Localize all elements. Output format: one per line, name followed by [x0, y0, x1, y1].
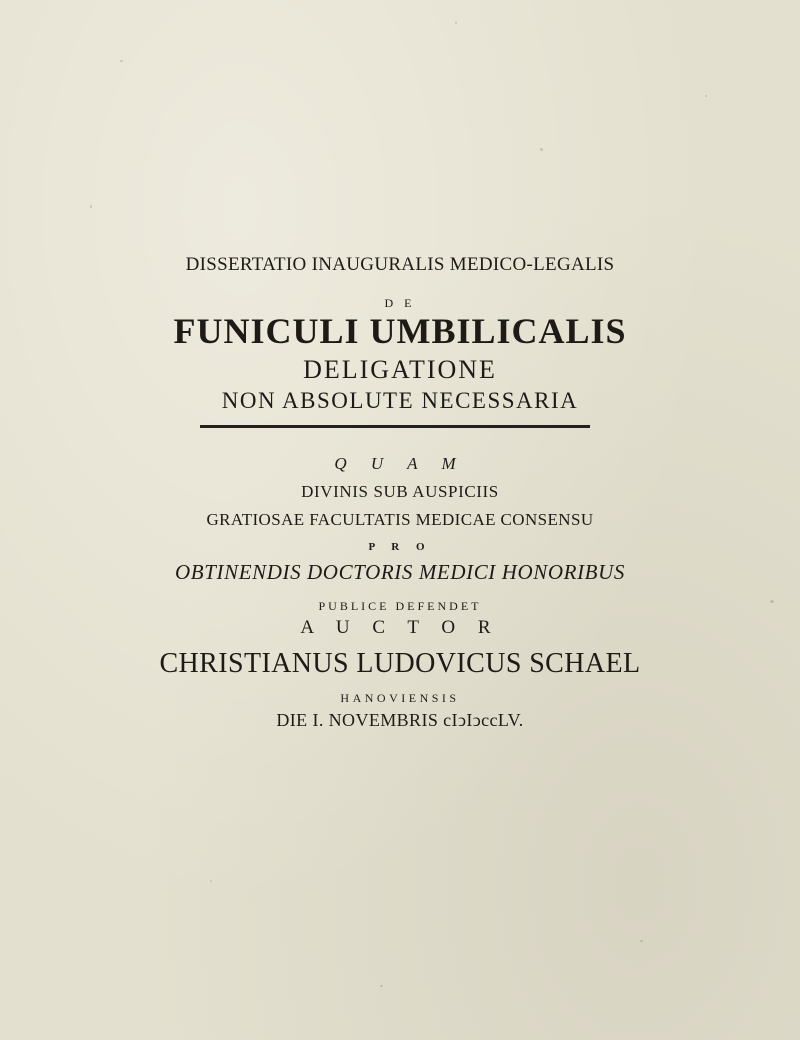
- main-title: FUNICULI UMBILICALIS: [173, 311, 627, 351]
- pro-line: P R O: [368, 541, 432, 553]
- subtitle-deligatione: DELIGATIONE: [303, 355, 497, 384]
- doctoral-honors-line: OBTINENDIS DOCTORIS MEDICI HONORIBUS: [175, 560, 625, 584]
- preposition-de: D E: [384, 296, 416, 310]
- faculty-consent-line: GRATIOSAE FACULTATIS MEDICAE CONSENSU: [206, 510, 594, 529]
- paper-speck: [120, 60, 123, 62]
- paper-speck: [640, 940, 643, 942]
- auspices-line: DIVINIS SUB AUSPICIIS: [301, 482, 499, 501]
- paper-speck: [705, 95, 707, 97]
- paper-speck: [90, 205, 92, 208]
- subtitle-necessaria: NON ABSOLUTE NECESSARIA: [221, 388, 579, 413]
- author-origin: HANOVIENSIS: [340, 691, 460, 705]
- paper-speck: [380, 985, 383, 987]
- dissertation-heading: DISSERTATIO INAUGURALIS MEDICO-LEGALIS: [185, 254, 615, 275]
- author-name: CHRISTIANUS LUDOVICUS SCHAEL: [159, 648, 641, 679]
- defendet-line: PUBLICE DEFENDET: [318, 599, 482, 613]
- quam-line: Q U A M: [334, 454, 466, 473]
- date-line: DIE I. NOVEMBRIS cIↄIↄccLV.: [276, 710, 524, 730]
- auctor-line: A U C T O R: [300, 617, 500, 638]
- paper-speck: [455, 22, 457, 24]
- paper-speck: [540, 148, 543, 151]
- title-rule: [200, 425, 590, 428]
- paper-speck: [210, 880, 212, 882]
